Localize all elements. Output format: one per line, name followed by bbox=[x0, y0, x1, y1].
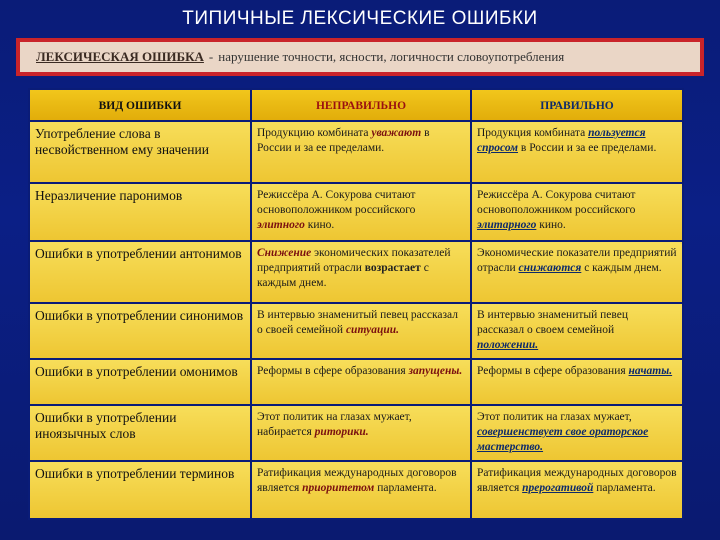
table-row bbox=[29, 461, 683, 519]
right-example-cell bbox=[471, 405, 683, 461]
example-text: в России и за ее пределами. bbox=[518, 142, 657, 154]
header-right: ПРАВИЛЬНО bbox=[471, 89, 683, 121]
wrong-example-cell bbox=[251, 359, 471, 405]
example-text: кино. bbox=[536, 219, 566, 231]
right-example-cell bbox=[471, 183, 683, 241]
errors-table bbox=[28, 88, 684, 520]
wrong-example-cell bbox=[251, 405, 471, 461]
table-row bbox=[29, 241, 683, 303]
highlighted-word: прерогативой bbox=[522, 482, 594, 494]
header-wrong: НЕПРАВИЛЬНО bbox=[251, 89, 471, 121]
error-kind-cell: Ошибки в употреблении терминов bbox=[29, 461, 251, 519]
example-text: Ратификация международных договоров является bbox=[257, 467, 457, 494]
highlighted-word: Снижение bbox=[257, 247, 312, 259]
highlighted-word: начаты. bbox=[628, 365, 673, 377]
highlighted-word: возрастает bbox=[364, 262, 421, 274]
error-kind-cell: Употребление слова в несвойственном ему значении bbox=[29, 121, 251, 183]
example-text: парламента. bbox=[374, 482, 437, 494]
error-kind-cell: Неразличение паронимов bbox=[29, 183, 251, 241]
example-text: Экономические показатели предприятий отрасли bbox=[477, 247, 677, 274]
example-text: Этот политик на глазах мужает, набирается bbox=[257, 411, 412, 438]
example-text: с каждым днем. bbox=[581, 262, 662, 274]
highlighted-word: уважают bbox=[371, 127, 422, 139]
highlighted-word: риторики. bbox=[314, 426, 369, 438]
example-text: в России и за ее пределами. bbox=[257, 127, 430, 154]
highlighted-word: запущены. bbox=[408, 365, 463, 377]
example-text: Реформы в сфере образования bbox=[477, 365, 629, 377]
definition-text bbox=[20, 42, 700, 72]
table-row bbox=[29, 183, 683, 241]
highlighted-word: приоритетом bbox=[302, 482, 375, 494]
wrong-example-cell bbox=[251, 183, 471, 241]
wrong-example-cell bbox=[251, 461, 471, 519]
highlighted-word: положении. bbox=[477, 339, 539, 351]
highlighted-word: снижаются bbox=[518, 262, 582, 274]
example-text: с каждым днем. bbox=[257, 262, 429, 289]
error-kind-cell: Ошибки в употреблении антонимов bbox=[29, 241, 251, 303]
highlighted-word: элитного bbox=[257, 219, 305, 231]
wrong-example-cell bbox=[251, 303, 471, 359]
error-kind-cell: Ошибки в употреблении иноязычных слов bbox=[29, 405, 251, 461]
example-text: В интервью знаменитый певец рассказал о своей семейной bbox=[257, 309, 458, 336]
highlighted-word: совершенствует свое ораторское мастерство. bbox=[477, 426, 649, 453]
example-text: Реформы в сфере образования bbox=[257, 365, 409, 377]
right-example-cell bbox=[471, 121, 683, 183]
error-kind-cell: Ошибки в употреблении синонимов bbox=[29, 303, 251, 359]
definition-term: ЛЕКСИЧЕСКАЯ ОШИБКА bbox=[36, 49, 204, 64]
definition-dash: - bbox=[208, 49, 214, 64]
header-kind: ВИД ОШИБКИ bbox=[29, 89, 251, 121]
table-row bbox=[29, 359, 683, 405]
table-row bbox=[29, 303, 683, 359]
example-text: Режиссёра А. Сокурова считают основоположником российского bbox=[257, 189, 416, 216]
example-text: В интервью знаменитый певец рассказал о своем семейной bbox=[477, 309, 629, 336]
example-text: парламента. bbox=[593, 482, 656, 494]
highlighted-word: ситуации. bbox=[345, 324, 400, 336]
example-text: Ратификация международных договоров является bbox=[477, 467, 677, 494]
wrong-example-cell bbox=[251, 241, 471, 303]
table-row bbox=[29, 121, 683, 183]
example-text: Продукцию комбината bbox=[257, 127, 372, 139]
highlighted-word: элитарного bbox=[477, 219, 537, 231]
wrong-example-cell bbox=[251, 121, 471, 183]
example-text: экономических показателей предприятий отрасли bbox=[257, 247, 451, 274]
example-text: Продукция комбината bbox=[477, 127, 589, 139]
slide-title: ТИПИЧНЫЕ ЛЕКСИЧЕСКИЕ ОШИБКИ bbox=[182, 8, 538, 29]
highlighted-word: пользуется bbox=[588, 127, 646, 139]
right-example-cell bbox=[471, 461, 683, 519]
right-example-cell bbox=[471, 359, 683, 405]
definition-box bbox=[16, 38, 704, 76]
example-text: Режиссёра А. Сокурова считают основоположником российского bbox=[477, 189, 636, 216]
right-example-cell bbox=[471, 303, 683, 359]
highlighted-word: спросом bbox=[477, 142, 519, 154]
right-example-cell bbox=[471, 241, 683, 303]
table-header-row bbox=[29, 89, 683, 121]
example-text: Этот политик на глазах мужает, bbox=[477, 411, 632, 423]
error-kind-cell: Ошибки в употреблении омонимов bbox=[29, 359, 251, 405]
definition-body: нарушение точности, ясности, логичности словоупотребления bbox=[218, 49, 565, 64]
example-text: кино. bbox=[304, 219, 335, 231]
table-row bbox=[29, 405, 683, 461]
